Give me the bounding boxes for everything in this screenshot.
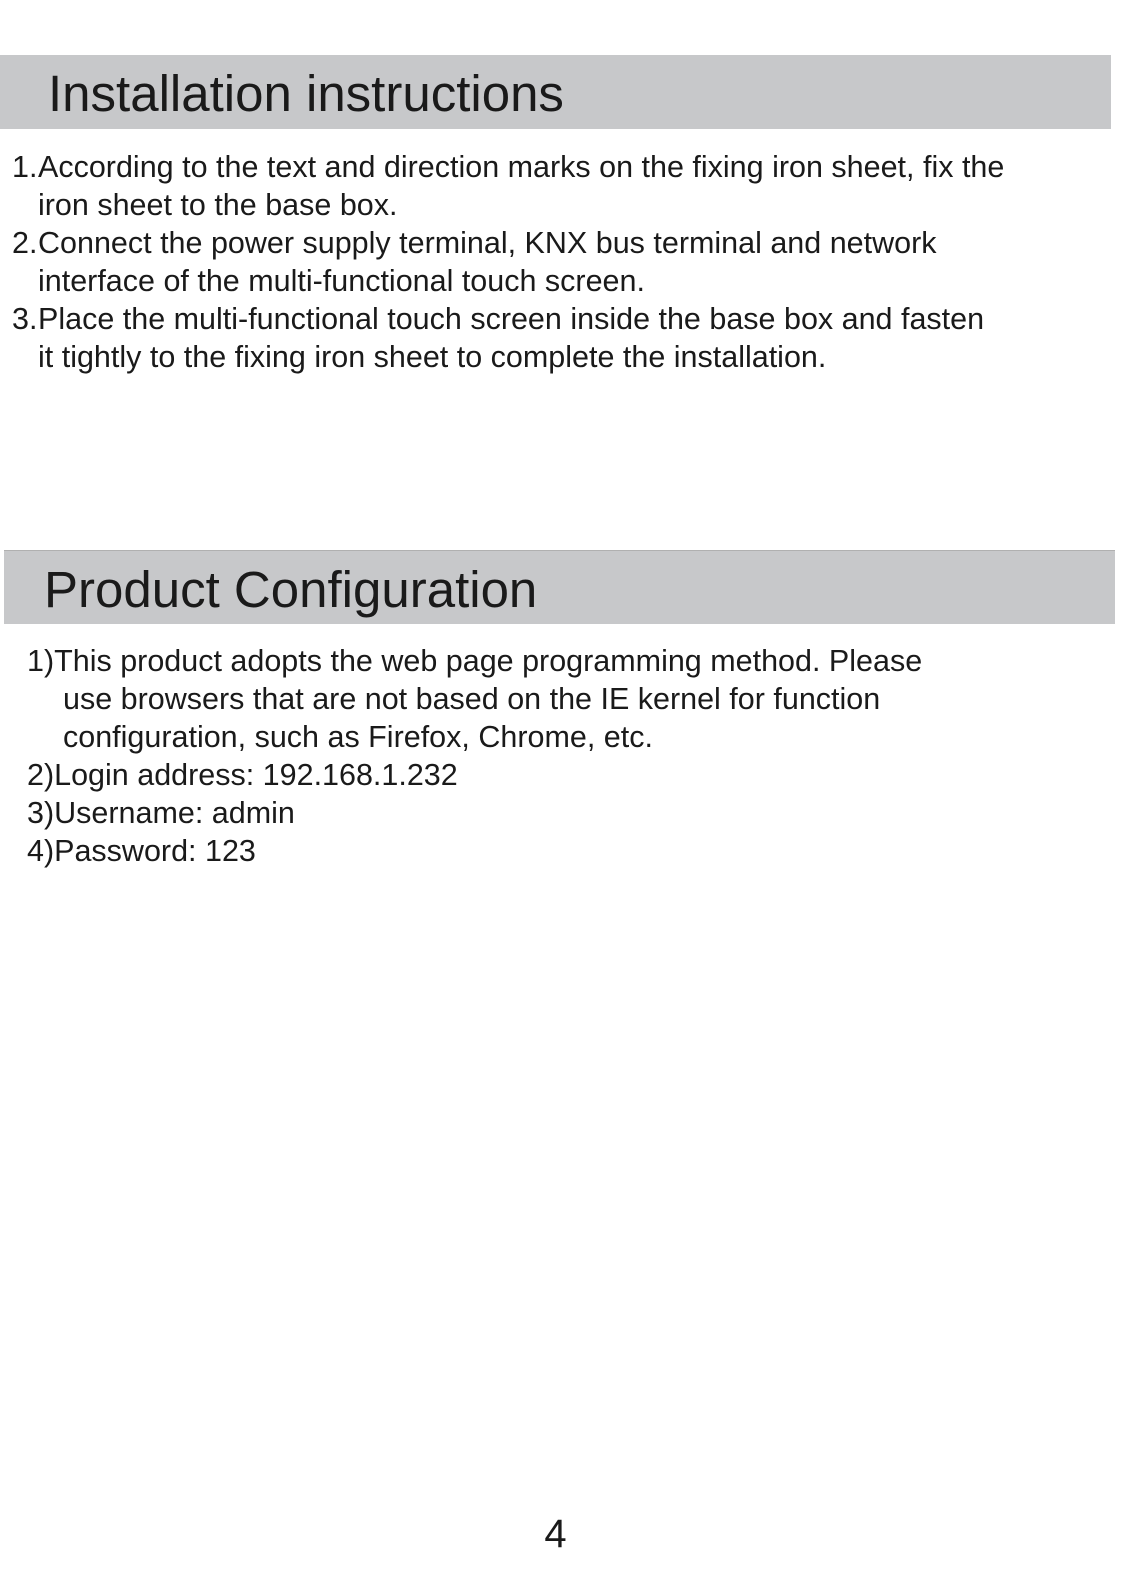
- username-text: Username: admin: [54, 796, 295, 830]
- step-text-line: Place the multi-functional touch screen inside the base box and fasten: [38, 302, 985, 336]
- step-number: 1.: [12, 150, 38, 184]
- list-item: [12, 224, 1004, 300]
- item-number: 4): [27, 834, 55, 868]
- list-item: [27, 642, 922, 756]
- step-text-line: Connect the power supply terminal, KNX bus terminal and network: [38, 226, 937, 260]
- step-text-line: According to the text and direction marks on the fixing iron sheet, fix the: [38, 150, 1005, 184]
- password-text: Password: 123: [54, 834, 256, 868]
- installation-heading: Installation instructions: [48, 65, 564, 122]
- step-number: 2.: [12, 226, 38, 260]
- configuration-items-list: [27, 642, 922, 870]
- list-item: [12, 300, 1004, 376]
- login-address-text: Login address: 192.168.1.232: [54, 758, 458, 792]
- configuration-header-band: [4, 550, 1115, 624]
- configuration-heading: Product Configuration: [44, 561, 538, 618]
- list-item: [12, 148, 1004, 224]
- list-item: [27, 794, 922, 832]
- list-item: [27, 832, 922, 870]
- step-number: 3.: [12, 302, 38, 336]
- step-text-line: iron sheet to the base box.: [38, 188, 398, 222]
- step-text-line: interface of the multi-functional touch screen.: [38, 264, 645, 298]
- step-text-line: it tightly to the fixing iron sheet to complete the installation.: [38, 340, 827, 374]
- page-number: 4: [544, 1512, 567, 1556]
- installation-steps-list: [12, 148, 1004, 376]
- item-number: 2): [27, 758, 55, 792]
- installation-header-band: [0, 55, 1111, 129]
- item-number: 3): [27, 796, 55, 830]
- item-text-line: configuration, such as Firefox, Chrome, etc.: [63, 720, 653, 754]
- item-number: 1): [27, 644, 55, 678]
- item-text-line: This product adopts the web page programming method. Please: [54, 644, 923, 678]
- list-item: [27, 756, 922, 794]
- item-text-line: use browsers that are not based on the IE kernel for function: [63, 682, 881, 716]
